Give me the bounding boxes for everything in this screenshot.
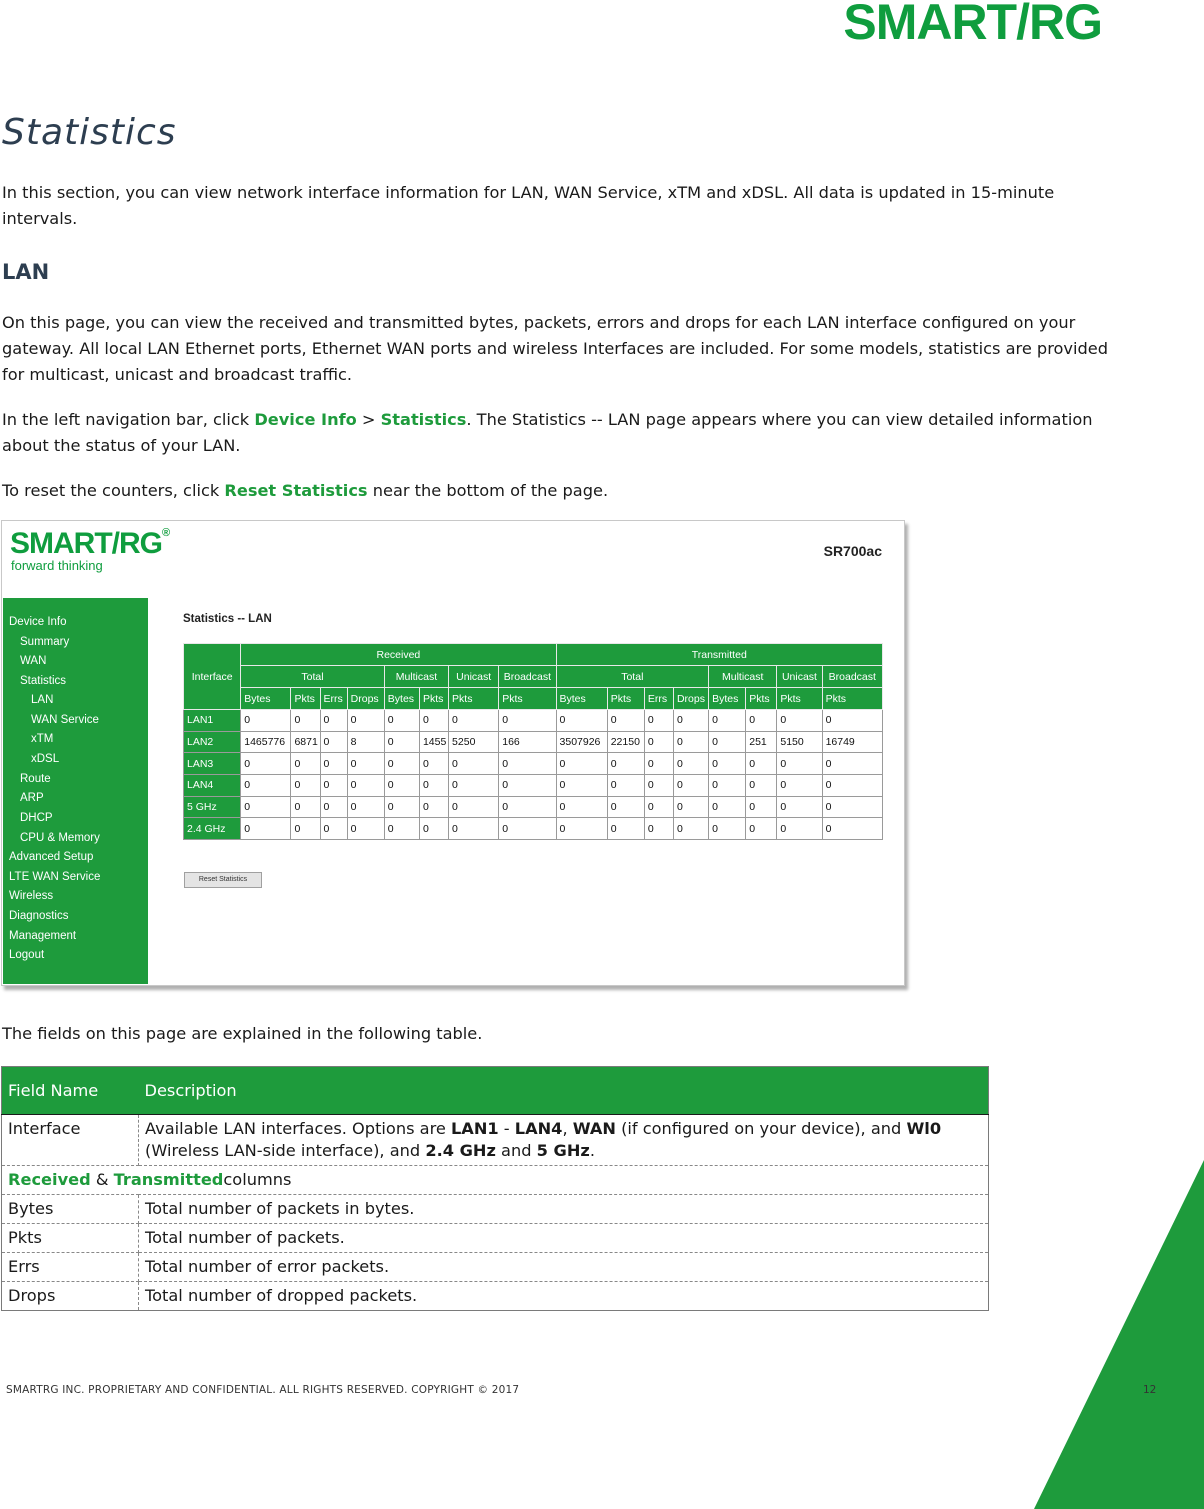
interface-cell: LAN3	[184, 753, 241, 775]
table-row	[184, 818, 883, 840]
nav-wireless[interactable]: Wireless	[9, 890, 54, 902]
table-row	[184, 753, 883, 775]
stat-cell: 0	[241, 818, 291, 840]
nav-cpu-memory[interactable]: CPU & Memory	[20, 832, 100, 844]
stat-cell: 0	[291, 774, 320, 796]
page-title: Statistics	[2, 112, 177, 153]
column-header: Errs	[644, 688, 673, 710]
stat-cell: 0	[746, 774, 777, 796]
tx-broadcast-header: Broadcast	[822, 666, 882, 688]
interface-cell: LAN4	[184, 774, 241, 796]
field-description: Total number of error packets.	[139, 1253, 989, 1282]
stat-cell: 0	[644, 774, 673, 796]
description-header: Description	[139, 1067, 989, 1115]
stat-cell: 0	[746, 818, 777, 840]
stat-cell: 0	[777, 710, 822, 732]
field-name: Interface	[2, 1115, 139, 1166]
nav-lan[interactable]: LAN	[31, 694, 54, 706]
stat-cell: 0	[347, 753, 384, 775]
stat-cell: 0	[822, 753, 882, 775]
table-row	[2, 1224, 989, 1253]
stat-cell: 0	[556, 796, 607, 818]
stat-cell: 16749	[822, 731, 882, 753]
stat-cell: 0	[644, 753, 673, 775]
interface-cell: LAN1	[184, 710, 241, 732]
stat-cell: 0	[320, 753, 347, 775]
stat-cell: 0	[291, 818, 320, 840]
table-row	[2, 1195, 989, 1224]
column-header: Drops	[673, 688, 708, 710]
column-header: Bytes	[709, 688, 746, 710]
stat-cell: 0	[709, 796, 746, 818]
interface-cell: LAN2	[184, 731, 241, 753]
stat-cell: 0	[499, 774, 556, 796]
stat-cell: 0	[291, 753, 320, 775]
stat-cell: 0	[384, 731, 419, 753]
column-header: Pkts	[746, 688, 777, 710]
field-name: Pkts	[2, 1224, 139, 1253]
interface-cell: 5 GHz	[184, 796, 241, 818]
stat-cell: 0	[607, 774, 644, 796]
stat-cell: 0	[419, 753, 448, 775]
column-header: Drops	[347, 688, 384, 710]
stat-cell: 0	[320, 710, 347, 732]
brand-logo: SMART/RG	[843, 0, 1102, 50]
stat-cell: 0	[777, 774, 822, 796]
stat-cell: 0	[709, 818, 746, 840]
page-number: 12	[1143, 1384, 1157, 1396]
stat-cell: 5150	[777, 731, 822, 753]
column-header: Pkts	[499, 688, 556, 710]
lan-statistics-table	[183, 643, 883, 840]
nav-lte-wan-service[interactable]: LTE WAN Service	[9, 871, 101, 883]
model-name: SR700ac	[823, 543, 882, 559]
stat-cell: 0	[347, 774, 384, 796]
stat-cell: 8	[347, 731, 384, 753]
stat-cell: 22150	[607, 731, 644, 753]
sidebar-nav	[3, 598, 148, 984]
stat-cell: 0	[419, 710, 448, 732]
stat-cell: 0	[347, 710, 384, 732]
column-header: Pkts	[777, 688, 822, 710]
interface-header: Interface	[184, 644, 241, 710]
stat-cell: 0	[673, 774, 708, 796]
stat-cell: 0	[644, 796, 673, 818]
nav-diagnostics[interactable]: Diagnostics	[9, 910, 69, 922]
received-header: Received	[241, 644, 556, 666]
stat-cell: 0	[673, 731, 708, 753]
footer-copyright: SMARTRG INC. PROPRIETARY AND CONFIDENTIAL. ALL RIGHTS RESERVED. COPYRIGHT © 2017	[6, 1384, 520, 1396]
stat-cell: 0	[291, 796, 320, 818]
nav-statistics[interactable]: Statistics	[20, 675, 67, 687]
stat-cell: 0	[556, 818, 607, 840]
rx-multicast-header: Multicast	[384, 666, 448, 688]
column-header: Pkts	[607, 688, 644, 710]
stat-cell: 3507926	[556, 731, 607, 753]
stat-cell: 0	[241, 753, 291, 775]
stat-cell: 0	[384, 753, 419, 775]
nav-route[interactable]: Route	[20, 773, 51, 785]
stat-cell: 0	[347, 796, 384, 818]
rx-broadcast-header: Broadcast	[499, 666, 556, 688]
stat-cell: 0	[777, 818, 822, 840]
nav-management[interactable]: Management	[9, 930, 77, 942]
field-name-header: Field Name	[2, 1067, 139, 1115]
stat-cell: 0	[320, 731, 347, 753]
stat-cell: 6871	[291, 731, 320, 753]
nav-arp[interactable]: ARP	[20, 792, 44, 804]
statistics-link[interactable]: Statistics	[380, 410, 467, 429]
nav-device-info[interactable]: Device Info	[9, 616, 67, 628]
screenshot-page-title: Statistics -- LAN	[183, 613, 272, 625]
table-group-row	[2, 1166, 989, 1195]
field-name: Errs	[2, 1253, 139, 1282]
transmitted-header: Transmitted	[556, 644, 882, 666]
rx-unicast-header: Unicast	[449, 666, 499, 688]
stat-cell: 0	[709, 774, 746, 796]
reset-statistics-link[interactable]: Reset Statistics	[224, 481, 368, 500]
stat-cell: 5250	[449, 731, 499, 753]
stat-cell: 0	[419, 818, 448, 840]
stat-cell: 0	[384, 818, 419, 840]
nav-advanced-setup[interactable]: Advanced Setup	[9, 851, 94, 863]
stat-cell: 0	[291, 710, 320, 732]
stat-cell: 0	[673, 796, 708, 818]
column-header: Pkts	[822, 688, 882, 710]
stat-cell: 0	[607, 818, 644, 840]
stat-cell: 0	[822, 710, 882, 732]
tx-total-header: Total	[556, 666, 709, 688]
nav-xdsl[interactable]: xDSL	[31, 753, 60, 765]
stat-cell: 0	[822, 818, 882, 840]
stat-cell: 0	[320, 796, 347, 818]
table-row	[184, 796, 883, 818]
stat-cell: 0	[709, 731, 746, 753]
nav-xtm[interactable]: xTM	[31, 733, 54, 745]
table-row	[184, 774, 883, 796]
table-row	[2, 1115, 989, 1166]
stat-cell: 0	[777, 753, 822, 775]
screenshot-logo: SMART/RG®	[10, 527, 170, 560]
stat-cell: 0	[673, 710, 708, 732]
stat-cell: 0	[746, 753, 777, 775]
nav-dhcp[interactable]: DHCP	[20, 812, 53, 824]
stat-cell: 0	[320, 818, 347, 840]
stat-cell: 0	[449, 774, 499, 796]
field-description: Available LAN interfaces. Options are LAN1 - LAN4, WAN (if configured on your device), and Wl0 (Wireless LAN-side interface), and 2.4 GHz and 5 GHz.	[139, 1115, 989, 1166]
stat-cell: 0	[241, 774, 291, 796]
stat-cell: 0	[607, 796, 644, 818]
stat-cell: 0	[347, 818, 384, 840]
stat-cell: 1455	[419, 731, 448, 753]
stat-cell: 0	[644, 710, 673, 732]
stat-cell: 1465776	[241, 731, 291, 753]
stat-cell: 0	[449, 818, 499, 840]
table-row	[184, 710, 883, 732]
stat-cell: 0	[709, 753, 746, 775]
stat-cell: 0	[449, 710, 499, 732]
stat-cell: 0	[777, 796, 822, 818]
stat-cell: 0	[607, 710, 644, 732]
field-description: Total number of packets in bytes.	[139, 1195, 989, 1224]
screenshot-tagline: forward thinking	[11, 558, 103, 573]
device-info-link[interactable]: Device Info	[254, 410, 357, 429]
stat-cell: 0	[241, 710, 291, 732]
field-name: Bytes	[2, 1195, 139, 1224]
stat-cell: 0	[556, 774, 607, 796]
field-description: Total number of dropped packets.	[145, 1286, 418, 1305]
stat-cell: 0	[709, 710, 746, 732]
stat-cell: 0	[607, 753, 644, 775]
column-header: Bytes	[241, 688, 291, 710]
column-header: Errs	[320, 688, 347, 710]
section-title: LAN	[2, 260, 50, 284]
nav-wan[interactable]: WAN	[20, 655, 47, 667]
field-description: Total number of packets.	[139, 1224, 989, 1253]
rx-total-header: Total	[241, 666, 385, 688]
stat-cell: 0	[644, 731, 673, 753]
lan-description: On this page, you can view the received and transmitted bytes, packets, errors and drops for each LAN interface configured on your gateway. All local LAN Ethernet ports, Ethernet WAN ports and wireless Interfaces are included. For some models, statistics are provided for multicast, unicast and broadcast traffic.	[2, 313, 1109, 384]
column-header: Pkts	[291, 688, 320, 710]
field-name: Drops	[2, 1282, 139, 1311]
reset-statistics-button[interactable]: Reset Statistics	[184, 872, 262, 888]
stat-cell: 0	[419, 774, 448, 796]
stat-cell: 0	[556, 710, 607, 732]
stat-cell: 0	[320, 774, 347, 796]
stat-cell: 0	[384, 710, 419, 732]
interface-cell: 2.4 GHz	[184, 818, 241, 840]
stat-cell: 0	[822, 796, 882, 818]
fields-table	[1, 1066, 989, 1311]
column-header: Pkts	[419, 688, 448, 710]
column-header: Pkts	[449, 688, 499, 710]
column-header: Bytes	[384, 688, 419, 710]
stat-cell: 0	[746, 710, 777, 732]
stat-cell: 0	[556, 753, 607, 775]
stat-cell: 0	[499, 710, 556, 732]
nav-wan-service[interactable]: WAN Service	[31, 714, 99, 726]
statistics-screenshot	[1, 520, 905, 986]
stat-cell: 0	[746, 796, 777, 818]
nav-logout[interactable]: Logout	[9, 949, 45, 961]
stat-cell: 0	[241, 796, 291, 818]
table-row	[2, 1253, 989, 1282]
tx-unicast-header: Unicast	[777, 666, 822, 688]
stat-cell: 166	[499, 731, 556, 753]
fields-intro: The fields on this page are explained in the following table.	[2, 1024, 483, 1043]
navigation-instructions: In the left navigation bar, click Device Info > Statistics. The Statistics -- LAN page appears where you can view detailed information about the status of your LAN.	[2, 410, 1093, 455]
stat-cell: 0	[499, 753, 556, 775]
table-row	[184, 731, 883, 753]
stat-cell: 0	[449, 796, 499, 818]
reset-instructions: To reset the counters, click Reset Statistics near the bottom of the page.	[2, 481, 609, 500]
stat-cell: 0	[449, 753, 499, 775]
stat-cell: 0	[673, 753, 708, 775]
stat-cell: 0	[644, 818, 673, 840]
stat-cell: 0	[499, 818, 556, 840]
tx-multicast-header: Multicast	[709, 666, 777, 688]
stat-cell: 0	[384, 796, 419, 818]
nav-summary[interactable]: Summary	[20, 636, 70, 648]
received-transmitted-group: Received & Transmittedcolumns	[2, 1166, 989, 1195]
table-row	[2, 1282, 989, 1311]
stat-cell: 0	[822, 774, 882, 796]
column-header: Bytes	[556, 688, 607, 710]
stat-cell: 251	[746, 731, 777, 753]
stat-cell: 0	[384, 774, 419, 796]
stat-cell: 0	[419, 796, 448, 818]
intro-paragraph: In this section, you can view network interface information for LAN, WAN Service, xTM and xDSL. All data is updated in 15-minute intervals.	[2, 183, 1055, 228]
stat-cell: 0	[673, 818, 708, 840]
stat-cell: 0	[499, 796, 556, 818]
